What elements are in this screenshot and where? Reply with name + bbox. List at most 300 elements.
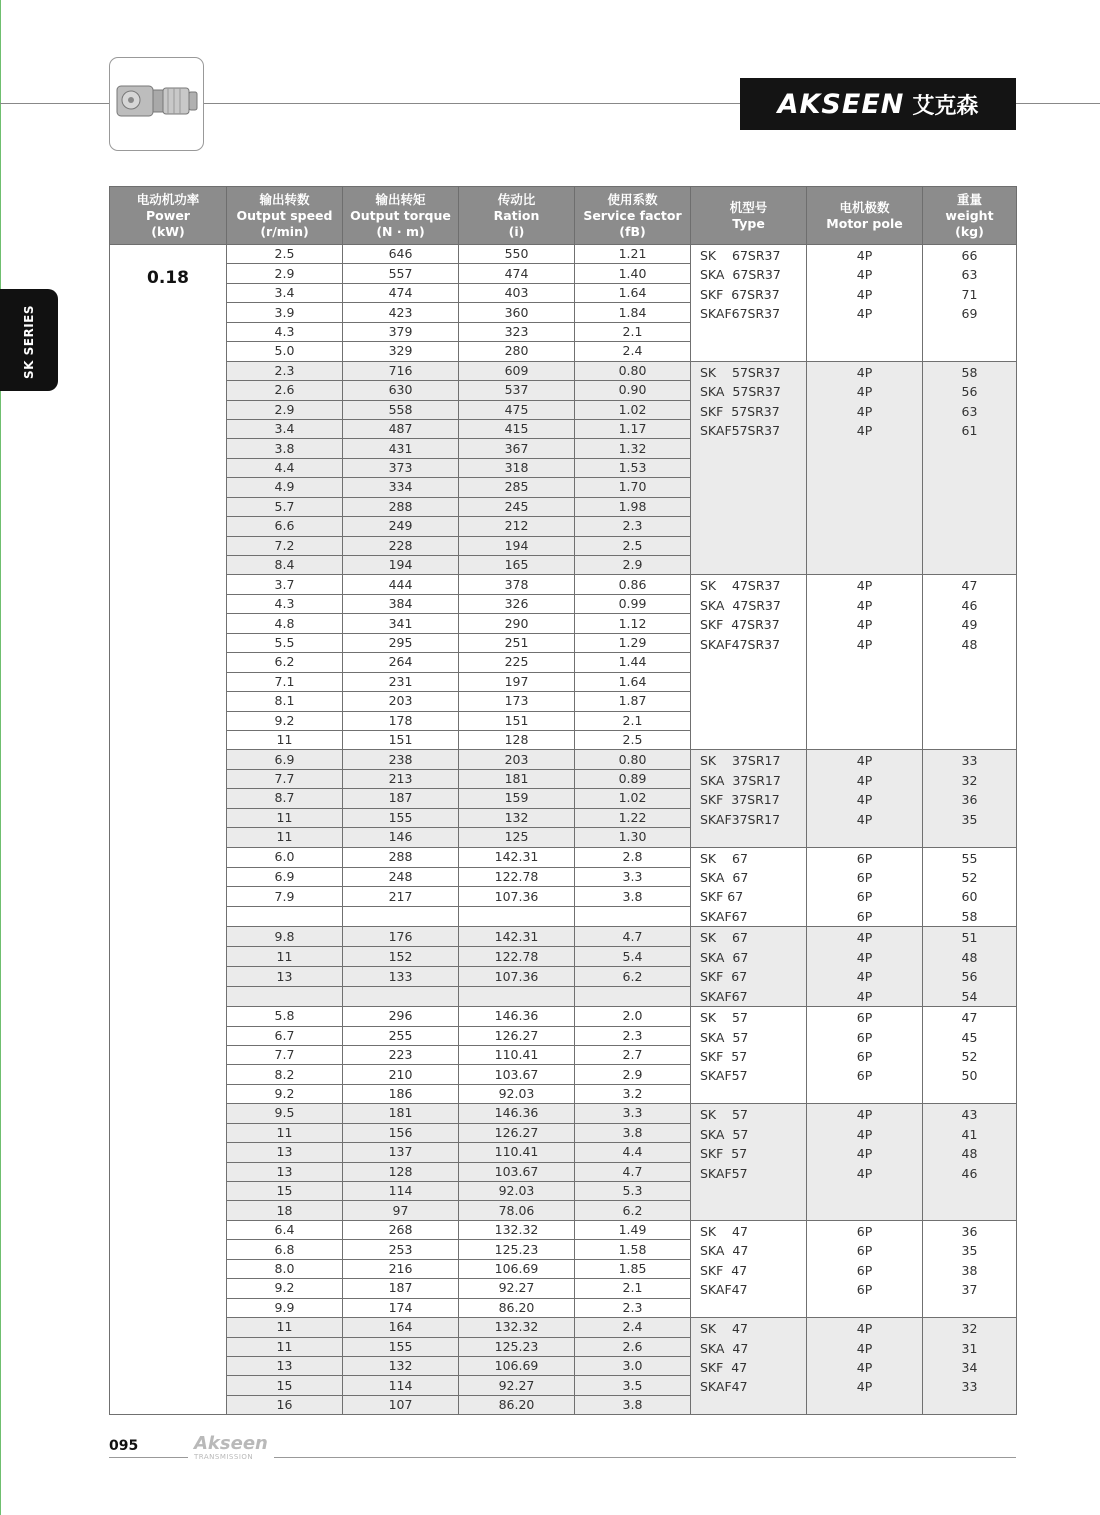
type-cell bbox=[691, 575, 807, 750]
ratio-cell: 142.31 bbox=[459, 927, 575, 947]
table-row bbox=[110, 361, 1017, 380]
motor-pole-line: 4P bbox=[856, 597, 873, 613]
type-line: SKAF47SR37 bbox=[700, 636, 781, 652]
weight-line: 34 bbox=[961, 1359, 978, 1375]
output-speed-cell: 4.3 bbox=[227, 594, 343, 613]
output-torque-cell: 114 bbox=[343, 1376, 459, 1395]
ratio-cell: 132 bbox=[459, 808, 575, 827]
gearmotor-thumbnail bbox=[109, 57, 204, 151]
motor-pole-line: 4P bbox=[856, 578, 873, 594]
service-factor-cell: 0.86 bbox=[575, 575, 691, 594]
output-torque-cell: 329 bbox=[343, 342, 459, 361]
service-factor-cell: 0.80 bbox=[575, 750, 691, 769]
ratio-cell: 128 bbox=[459, 730, 575, 749]
ratio-cell: 132.32 bbox=[459, 1220, 575, 1239]
output-speed-cell bbox=[227, 987, 343, 1007]
ratio-cell bbox=[459, 987, 575, 1007]
ratio-cell: 126.27 bbox=[459, 1026, 575, 1045]
service-factor-cell: 1.02 bbox=[575, 400, 691, 419]
type-line: SKF 47SR37 bbox=[700, 617, 780, 633]
motor-pole-line: 4P bbox=[856, 811, 873, 827]
motor-pole-line: 6P bbox=[856, 908, 873, 924]
ratio-cell: 132.32 bbox=[459, 1318, 575, 1337]
output-torque-cell: 217 bbox=[343, 887, 459, 907]
output-speed-cell: 2.9 bbox=[227, 264, 343, 283]
ratio-cell: 280 bbox=[459, 342, 575, 361]
output-speed-cell: 6.0 bbox=[227, 847, 343, 867]
output-speed-cell: 9.5 bbox=[227, 1104, 343, 1123]
ratio-cell: 403 bbox=[459, 283, 575, 302]
service-factor-cell: 2.1 bbox=[575, 322, 691, 341]
ratio-cell: 92.27 bbox=[459, 1376, 575, 1395]
type-line: SKA 67SR37 bbox=[700, 267, 781, 283]
ratio-cell bbox=[459, 907, 575, 927]
weight-line: 60 bbox=[961, 889, 978, 905]
output-torque-cell: 151 bbox=[343, 730, 459, 749]
type-line: SKAF47 bbox=[700, 1379, 748, 1395]
output-torque-cell: 223 bbox=[343, 1045, 459, 1064]
output-torque-cell: 444 bbox=[343, 575, 459, 594]
motor-pole-line: 4P bbox=[856, 286, 873, 302]
weight-cell bbox=[923, 1104, 1017, 1221]
ratio-cell: 326 bbox=[459, 594, 575, 613]
output-torque-cell: 716 bbox=[343, 361, 459, 380]
output-speed-cell: 4.9 bbox=[227, 478, 343, 497]
type-line: SKF 57 bbox=[700, 1048, 748, 1064]
ratio-cell: 110.41 bbox=[459, 1143, 575, 1162]
footer-logo-subtext: TRANSMISSION bbox=[194, 1453, 254, 1461]
ratio-cell: 378 bbox=[459, 575, 575, 594]
type-line: SKAF67 bbox=[700, 908, 748, 924]
table-row bbox=[110, 1220, 1017, 1239]
motor-pole-line: 6P bbox=[856, 850, 873, 866]
type-line: SK 47 bbox=[700, 1321, 748, 1337]
motor-pole-cell bbox=[807, 1007, 923, 1104]
output-speed-cell: 3.9 bbox=[227, 303, 343, 322]
ratio-cell: 146.36 bbox=[459, 1104, 575, 1123]
motor-pole-line: 6P bbox=[856, 1262, 873, 1278]
type-cell bbox=[691, 245, 807, 362]
weight-line: 37 bbox=[961, 1282, 978, 1298]
col-weight: 重量 weight (kg) bbox=[923, 187, 1017, 245]
output-speed-cell: 9.2 bbox=[227, 711, 343, 730]
motor-pole-line: 4P bbox=[856, 306, 873, 322]
type-line: SKA 37SR17 bbox=[700, 772, 781, 788]
motor-pole-cell bbox=[807, 575, 923, 750]
output-speed-cell: 3.4 bbox=[227, 419, 343, 438]
motor-pole-line: 6P bbox=[856, 1243, 873, 1259]
type-line: SK 47 bbox=[700, 1223, 748, 1239]
type-line: SK 47SR37 bbox=[700, 578, 781, 594]
output-speed-cell: 5.0 bbox=[227, 342, 343, 361]
output-torque-cell: 474 bbox=[343, 283, 459, 302]
service-factor-cell: 6.2 bbox=[575, 1201, 691, 1220]
output-torque-cell: 334 bbox=[343, 478, 459, 497]
output-speed-cell: 2.5 bbox=[227, 245, 343, 264]
output-torque-cell: 210 bbox=[343, 1065, 459, 1084]
service-factor-cell: 4.4 bbox=[575, 1143, 691, 1162]
type-line: SK 57SR37 bbox=[700, 364, 781, 380]
ratio-cell: 537 bbox=[459, 381, 575, 400]
ratio-cell: 86.20 bbox=[459, 1298, 575, 1317]
type-line: SKA 47 bbox=[700, 1243, 749, 1259]
ratio-cell: 146.36 bbox=[459, 1007, 575, 1026]
motor-pole-line: 4P bbox=[856, 364, 873, 380]
type-line: SKA 57 bbox=[700, 1126, 749, 1142]
output-speed-cell: 5.5 bbox=[227, 633, 343, 652]
output-torque-cell: 296 bbox=[343, 1007, 459, 1026]
output-speed-cell: 5.8 bbox=[227, 1007, 343, 1026]
weight-line: 48 bbox=[961, 636, 978, 652]
output-torque-cell bbox=[343, 987, 459, 1007]
type-cell bbox=[691, 750, 807, 847]
weight-line: 46 bbox=[961, 1165, 978, 1181]
service-factor-cell: 2.5 bbox=[575, 536, 691, 555]
motor-pole-cell bbox=[807, 245, 923, 362]
service-factor-cell: 0.99 bbox=[575, 594, 691, 613]
ratio-cell: 360 bbox=[459, 303, 575, 322]
weight-line: 63 bbox=[961, 403, 978, 419]
ratio-cell: 78.06 bbox=[459, 1201, 575, 1220]
motor-pole-line: 4P bbox=[856, 267, 873, 283]
motor-pole-line: 4P bbox=[856, 1126, 873, 1142]
weight-line: 38 bbox=[961, 1262, 978, 1278]
service-factor-cell: 1.44 bbox=[575, 653, 691, 672]
motor-pole-line: 4P bbox=[856, 1107, 873, 1123]
service-factor-cell: 1.32 bbox=[575, 439, 691, 458]
type-line: SKAF57 bbox=[700, 1068, 748, 1084]
output-speed-cell: 7.7 bbox=[227, 1045, 343, 1064]
weight-line: 47 bbox=[961, 578, 978, 594]
output-torque-cell: 487 bbox=[343, 419, 459, 438]
output-speed-cell: 15 bbox=[227, 1376, 343, 1395]
output-torque-cell: 341 bbox=[343, 614, 459, 633]
output-speed-cell: 15 bbox=[227, 1182, 343, 1201]
weight-line: 58 bbox=[961, 908, 978, 924]
ratio-cell: 125.23 bbox=[459, 1337, 575, 1356]
output-speed-cell: 6.8 bbox=[227, 1240, 343, 1259]
service-factor-cell: 5.3 bbox=[575, 1182, 691, 1201]
motor-pole-line: 6P bbox=[856, 1029, 873, 1045]
weight-line: 52 bbox=[961, 870, 978, 885]
output-torque-cell: 384 bbox=[343, 594, 459, 613]
motor-pole-line: 6P bbox=[856, 1048, 873, 1064]
ratio-cell: 415 bbox=[459, 419, 575, 438]
service-factor-cell: 2.0 bbox=[575, 1007, 691, 1026]
weight-line: 45 bbox=[961, 1029, 978, 1045]
table-row bbox=[110, 750, 1017, 769]
type-cell bbox=[691, 1220, 807, 1317]
table-row bbox=[110, 1318, 1017, 1337]
service-factor-cell: 2.3 bbox=[575, 517, 691, 536]
service-factor-cell: 2.4 bbox=[575, 1318, 691, 1337]
service-factor-cell: 4.7 bbox=[575, 927, 691, 947]
output-torque-cell: 114 bbox=[343, 1182, 459, 1201]
series-side-tab bbox=[0, 289, 58, 391]
output-speed-cell: 11 bbox=[227, 808, 343, 827]
type-cell bbox=[691, 1007, 807, 1104]
output-torque-cell: 216 bbox=[343, 1259, 459, 1278]
page-number: 095 bbox=[109, 1438, 146, 1454]
table-row bbox=[110, 245, 1017, 264]
type-line: SKA 67 bbox=[700, 949, 749, 965]
ratio-cell: 126.27 bbox=[459, 1123, 575, 1142]
power-cell bbox=[110, 245, 227, 1415]
type-line: SKF 67 bbox=[700, 969, 748, 985]
output-torque-cell: 646 bbox=[343, 245, 459, 264]
ratio-cell: 86.20 bbox=[459, 1395, 575, 1414]
table-row bbox=[110, 1007, 1017, 1026]
col-power: 电动机功率 Power (kW) bbox=[110, 187, 227, 245]
footer-logo bbox=[188, 1434, 274, 1461]
service-factor-cell: 2.8 bbox=[575, 847, 691, 867]
ratio-cell: 251 bbox=[459, 633, 575, 652]
output-torque-cell: 186 bbox=[343, 1084, 459, 1103]
type-line: SKAF67 bbox=[700, 988, 748, 1004]
ratio-cell: 212 bbox=[459, 517, 575, 536]
motor-pole-line: 4P bbox=[856, 422, 873, 438]
output-speed-cell: 11 bbox=[227, 730, 343, 749]
service-factor-cell: 1.21 bbox=[575, 245, 691, 264]
col-output-speed: 输出转数 Output speed (r/min) bbox=[227, 187, 343, 245]
weight-line: 52 bbox=[961, 1048, 978, 1064]
type-line: SK 67 bbox=[700, 850, 748, 866]
service-factor-cell: 1.30 bbox=[575, 828, 691, 847]
weight-cell bbox=[923, 575, 1017, 750]
output-speed-cell: 9.2 bbox=[227, 1279, 343, 1298]
output-torque-cell: 248 bbox=[343, 867, 459, 887]
type-line: SKF 67SR37 bbox=[700, 286, 780, 302]
type-line: SKF 57SR37 bbox=[700, 403, 780, 419]
brand-logo-latin: AKSEEN bbox=[777, 88, 905, 120]
output-torque-cell: 155 bbox=[343, 1337, 459, 1356]
ratio-cell: 110.41 bbox=[459, 1045, 575, 1064]
type-line: SKF 37SR17 bbox=[700, 792, 780, 808]
motor-pole-line: 4P bbox=[856, 384, 873, 400]
service-factor-cell: 0.80 bbox=[575, 361, 691, 380]
output-torque-cell: 164 bbox=[343, 1318, 459, 1337]
weight-line: 47 bbox=[961, 1010, 978, 1026]
spec-table-body bbox=[110, 245, 1017, 1415]
col-type: 机型号 Type bbox=[691, 187, 807, 245]
motor-pole-line: 6P bbox=[856, 889, 873, 905]
ratio-cell: 367 bbox=[459, 439, 575, 458]
ratio-cell: 122.78 bbox=[459, 947, 575, 967]
type-line: SKAF57 bbox=[700, 1165, 748, 1181]
output-speed-cell: 8.0 bbox=[227, 1259, 343, 1278]
output-torque-cell: 288 bbox=[343, 847, 459, 867]
table-row bbox=[110, 575, 1017, 594]
output-speed-cell: 9.9 bbox=[227, 1298, 343, 1317]
motor-pole-line: 4P bbox=[856, 1321, 873, 1337]
ratio-cell: 92.03 bbox=[459, 1182, 575, 1201]
ratio-cell: 103.67 bbox=[459, 1162, 575, 1181]
service-factor-cell: 2.3 bbox=[575, 1298, 691, 1317]
type-line: SKAF47 bbox=[700, 1282, 748, 1298]
weight-line: 48 bbox=[961, 949, 978, 965]
motor-pole-cell bbox=[807, 1104, 923, 1221]
weight-line: 35 bbox=[961, 811, 978, 827]
weight-cell bbox=[923, 361, 1017, 575]
output-speed-cell: 9.2 bbox=[227, 1084, 343, 1103]
service-factor-cell: 1.58 bbox=[575, 1240, 691, 1259]
motor-pole-line: 4P bbox=[856, 617, 873, 633]
weight-cell bbox=[923, 847, 1017, 927]
service-factor-cell: 3.8 bbox=[575, 1123, 691, 1142]
type-line: SKA 47 bbox=[700, 1340, 749, 1356]
motor-pole-line: 4P bbox=[856, 1359, 873, 1375]
type-line: SKF 57 bbox=[700, 1146, 748, 1162]
weight-cell bbox=[923, 1318, 1017, 1415]
ratio-cell: 197 bbox=[459, 672, 575, 691]
motor-pole-line: 6P bbox=[856, 1223, 873, 1239]
service-factor-cell: 3.0 bbox=[575, 1356, 691, 1375]
output-speed-cell: 6.6 bbox=[227, 517, 343, 536]
motor-pole-line: 4P bbox=[856, 969, 873, 985]
brand-banner bbox=[740, 78, 1016, 130]
output-torque-cell: 288 bbox=[343, 497, 459, 516]
output-torque-cell: 213 bbox=[343, 769, 459, 788]
service-factor-cell: 0.90 bbox=[575, 381, 691, 400]
ratio-cell: 609 bbox=[459, 361, 575, 380]
service-factor-cell: 2.3 bbox=[575, 1026, 691, 1045]
service-factor-cell: 5.4 bbox=[575, 947, 691, 967]
service-factor-cell: 2.7 bbox=[575, 1045, 691, 1064]
ratio-cell: 550 bbox=[459, 245, 575, 264]
weight-cell bbox=[923, 750, 1017, 847]
output-torque-cell: 107 bbox=[343, 1395, 459, 1414]
ratio-cell: 285 bbox=[459, 478, 575, 497]
output-speed-cell: 11 bbox=[227, 1123, 343, 1142]
table-row bbox=[110, 927, 1017, 947]
weight-line: 63 bbox=[961, 267, 978, 283]
motor-pole-line: 4P bbox=[856, 636, 873, 652]
power-value: 0.18 bbox=[147, 268, 189, 288]
output-torque-cell: 128 bbox=[343, 1162, 459, 1181]
output-speed-cell: 4.3 bbox=[227, 322, 343, 341]
output-torque-cell: 268 bbox=[343, 1220, 459, 1239]
motor-pole-line: 4P bbox=[856, 1379, 873, 1395]
output-torque-cell: 373 bbox=[343, 458, 459, 477]
output-speed-cell: 3.4 bbox=[227, 283, 343, 302]
output-speed-cell: 11 bbox=[227, 828, 343, 847]
col-motor-pole: 电机极数 Motor pole bbox=[807, 187, 923, 245]
gearmotor-icon bbox=[113, 80, 202, 124]
output-speed-cell: 2.6 bbox=[227, 381, 343, 400]
output-speed-cell: 4.4 bbox=[227, 458, 343, 477]
type-cell bbox=[691, 1104, 807, 1221]
service-factor-cell: 2.9 bbox=[575, 1065, 691, 1084]
weight-line: 36 bbox=[961, 1223, 978, 1239]
type-cell bbox=[691, 847, 807, 927]
output-torque-cell: 558 bbox=[343, 400, 459, 419]
output-torque-cell: 557 bbox=[343, 264, 459, 283]
output-speed-cell: 7.2 bbox=[227, 536, 343, 555]
left-edge-rule bbox=[0, 0, 1, 1515]
output-torque-cell: 431 bbox=[343, 439, 459, 458]
motor-pole-line: 6P bbox=[856, 1282, 873, 1298]
ratio-cell: 203 bbox=[459, 750, 575, 769]
output-torque-cell: 176 bbox=[343, 927, 459, 947]
weight-line: 56 bbox=[961, 384, 978, 400]
output-speed-cell: 6.2 bbox=[227, 653, 343, 672]
output-speed-cell: 7.1 bbox=[227, 672, 343, 691]
output-speed-cell: 6.9 bbox=[227, 867, 343, 887]
output-speed-cell: 6.9 bbox=[227, 750, 343, 769]
motor-pole-line: 6P bbox=[856, 870, 873, 885]
output-speed-cell: 13 bbox=[227, 1162, 343, 1181]
spec-table bbox=[109, 186, 1017, 1415]
ratio-cell: 106.69 bbox=[459, 1259, 575, 1278]
col-output-torque: 输出转矩 Output torque (N · m) bbox=[343, 187, 459, 245]
output-speed-cell: 16 bbox=[227, 1395, 343, 1414]
output-torque-cell: 174 bbox=[343, 1298, 459, 1317]
output-torque-cell: 187 bbox=[343, 1279, 459, 1298]
type-line: SKA 47SR37 bbox=[700, 597, 781, 613]
motor-pole-cell bbox=[807, 847, 923, 927]
output-torque-cell: 178 bbox=[343, 711, 459, 730]
service-factor-cell: 1.98 bbox=[575, 497, 691, 516]
output-torque-cell: 203 bbox=[343, 692, 459, 711]
output-speed-cell: 6.7 bbox=[227, 1026, 343, 1045]
table-header-row bbox=[110, 187, 1017, 245]
service-factor-cell: 1.64 bbox=[575, 283, 691, 302]
type-line: SK 67SR37 bbox=[700, 248, 781, 263]
ratio-cell: 318 bbox=[459, 458, 575, 477]
ratio-cell: 106.69 bbox=[459, 1356, 575, 1375]
output-torque-cell: 295 bbox=[343, 633, 459, 652]
output-speed-cell: 8.4 bbox=[227, 556, 343, 575]
output-speed-cell: 4.8 bbox=[227, 614, 343, 633]
output-torque-cell: 132 bbox=[343, 1356, 459, 1375]
service-factor-cell: 3.2 bbox=[575, 1084, 691, 1103]
weight-line: 69 bbox=[961, 306, 978, 322]
weight-line: 51 bbox=[961, 930, 978, 946]
table-row bbox=[110, 1104, 1017, 1123]
col-service-factor: 使用系数 Service factor (fB) bbox=[575, 187, 691, 245]
ratio-cell: 181 bbox=[459, 769, 575, 788]
type-line: SK 37SR17 bbox=[700, 753, 781, 769]
type-cell bbox=[691, 361, 807, 575]
service-factor-cell: 1.12 bbox=[575, 614, 691, 633]
output-speed-cell: 7.7 bbox=[227, 769, 343, 788]
motor-pole-cell bbox=[807, 1318, 923, 1415]
type-line: SK 57 bbox=[700, 1010, 748, 1026]
ratio-cell: 122.78 bbox=[459, 867, 575, 887]
weight-line: 50 bbox=[961, 1068, 978, 1084]
output-torque-cell: 264 bbox=[343, 653, 459, 672]
motor-pole-cell bbox=[807, 927, 923, 1007]
output-speed-cell: 13 bbox=[227, 1356, 343, 1375]
service-factor-cell: 2.4 bbox=[575, 342, 691, 361]
type-line: SKF 67 bbox=[700, 889, 744, 905]
ratio-cell: 103.67 bbox=[459, 1065, 575, 1084]
weight-line: 31 bbox=[961, 1340, 978, 1356]
output-speed-cell bbox=[227, 907, 343, 927]
motor-pole-line: 4P bbox=[856, 248, 873, 263]
output-speed-cell: 18 bbox=[227, 1201, 343, 1220]
motor-pole-line: 4P bbox=[856, 988, 873, 1004]
weight-line: 56 bbox=[961, 969, 978, 985]
motor-pole-cell bbox=[807, 1220, 923, 1317]
output-speed-cell: 8.1 bbox=[227, 692, 343, 711]
weight-line: 66 bbox=[961, 248, 978, 263]
output-torque-cell: 152 bbox=[343, 947, 459, 967]
motor-pole-line: 4P bbox=[856, 930, 873, 946]
service-factor-cell bbox=[575, 907, 691, 927]
ratio-cell: 225 bbox=[459, 653, 575, 672]
motor-pole-line: 4P bbox=[856, 1146, 873, 1162]
